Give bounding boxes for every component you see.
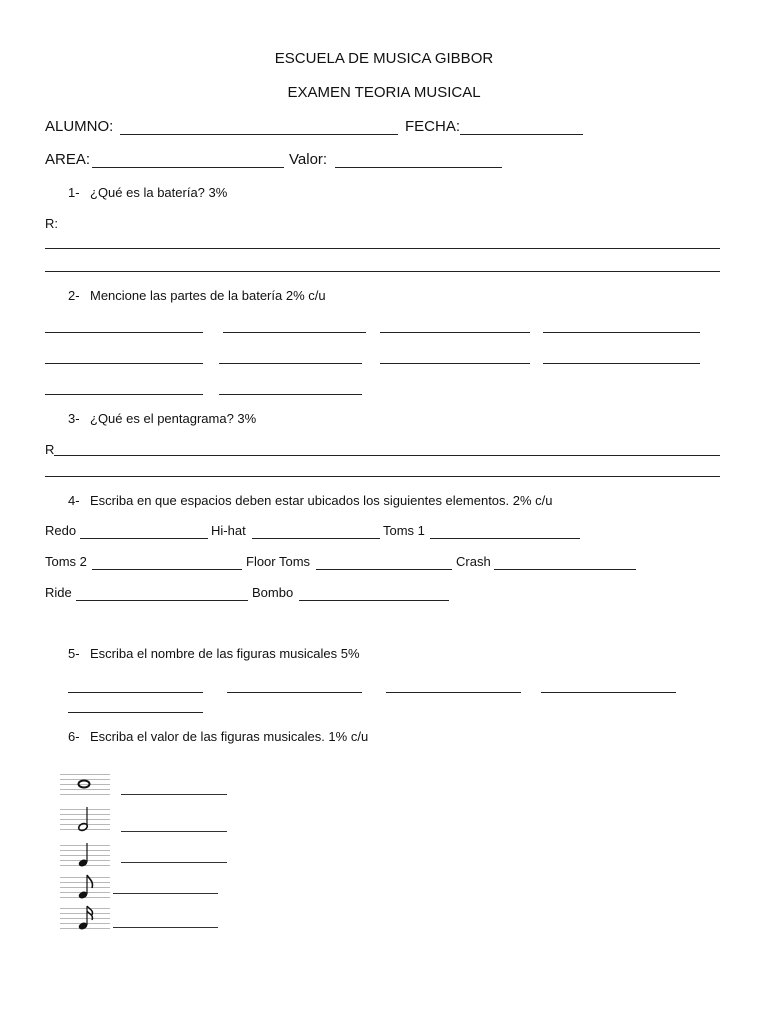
eighth-note-figure	[60, 873, 110, 901]
item-label-toms1: Toms 1	[383, 523, 425, 538]
part-blank[interactable]	[219, 394, 362, 395]
whole-note-icon	[74, 770, 96, 798]
school-title: ESCUELA DE MUSICA GIBBOR	[274, 50, 494, 67]
question-1-number: 1-	[68, 185, 80, 200]
part-blank[interactable]	[543, 332, 700, 333]
question-6-text: Escriba el valor de las figuras musicales. 1% c/u	[90, 729, 369, 744]
part-blank[interactable]	[45, 394, 203, 395]
question-4-number: 4-	[68, 493, 80, 508]
item-blank[interactable]	[76, 600, 248, 601]
item-label-floor-toms: Floor Toms	[246, 554, 311, 569]
figure-name-blank[interactable]	[227, 692, 362, 693]
question-2-text: Mencione las partes de la batería 2% c/u	[90, 288, 326, 303]
figure-name-blank[interactable]	[386, 692, 521, 693]
question-5-text: Escriba el nombre de las figuras musicales 5%	[90, 646, 360, 661]
item-blank[interactable]	[316, 569, 452, 570]
item-blank[interactable]	[252, 538, 380, 539]
question-6-number: 6-	[68, 729, 80, 744]
eighth-note-value-blank[interactable]	[113, 893, 218, 894]
question-3-answer-prefix: R	[45, 442, 55, 457]
date-blank[interactable]	[460, 134, 583, 135]
item-label-ride: Ride	[45, 585, 72, 600]
half-note-icon	[74, 805, 96, 833]
quarter-note-figure	[60, 841, 110, 869]
quarter-note-value-blank[interactable]	[121, 862, 227, 863]
item-blank[interactable]	[92, 569, 242, 570]
sixteenth-note-value-blank[interactable]	[113, 927, 218, 928]
question-1-answer-line[interactable]	[45, 248, 720, 249]
value-blank[interactable]	[335, 167, 502, 168]
student-blank[interactable]	[120, 134, 398, 135]
whole-note-value-blank[interactable]	[121, 794, 227, 795]
question-1-answer-prefix: R:	[45, 216, 58, 231]
figure-name-blank[interactable]	[68, 692, 203, 693]
quarter-note-icon	[74, 841, 96, 869]
part-blank[interactable]	[380, 363, 530, 364]
whole-note-figure	[60, 770, 110, 798]
student-label: ALUMNO:	[45, 118, 114, 135]
item-blank[interactable]	[80, 538, 208, 539]
question-4-text: Escriba en que espacios deben estar ubicados los siguientes elementos. 2% c/u	[90, 493, 553, 508]
half-note-value-blank[interactable]	[121, 831, 227, 832]
figure-name-blank[interactable]	[68, 712, 203, 713]
half-note-figure	[60, 805, 110, 833]
item-label-crash: Crash	[456, 554, 491, 569]
item-label-toms2: Toms 2	[45, 554, 87, 569]
sixteenth-note-figure	[60, 904, 110, 932]
item-blank[interactable]	[299, 600, 449, 601]
part-blank[interactable]	[223, 332, 366, 333]
part-blank[interactable]	[219, 363, 362, 364]
question-1-answer-line[interactable]	[45, 271, 720, 272]
date-label: FECHA:	[405, 118, 461, 135]
question-2-number: 2-	[68, 288, 80, 303]
item-blank[interactable]	[494, 569, 636, 570]
area-label: AREA:	[45, 151, 91, 168]
question-1-text: ¿Qué es la batería? 3%	[90, 185, 228, 200]
part-blank[interactable]	[45, 332, 203, 333]
item-label-redo: Redo	[45, 523, 77, 538]
value-label: Valor:	[289, 151, 328, 168]
item-blank[interactable]	[430, 538, 580, 539]
question-3-text: ¿Qué es el pentagrama? 3%	[90, 411, 257, 426]
question-3-answer-line[interactable]	[45, 476, 720, 477]
part-blank[interactable]	[543, 363, 700, 364]
eighth-note-icon	[74, 873, 96, 901]
figure-name-blank[interactable]	[541, 692, 676, 693]
item-label-hihat: Hi-hat	[211, 523, 246, 538]
part-blank[interactable]	[45, 363, 203, 364]
question-5-number: 5-	[68, 646, 80, 661]
part-blank[interactable]	[380, 332, 530, 333]
sixteenth-note-icon	[74, 904, 96, 932]
area-blank[interactable]	[92, 167, 284, 168]
question-3-number: 3-	[68, 411, 80, 426]
item-label-bombo: Bombo	[252, 585, 294, 600]
exam-title: EXAMEN TEORIA MUSICAL	[287, 84, 481, 101]
question-3-answer-line[interactable]	[54, 455, 720, 456]
